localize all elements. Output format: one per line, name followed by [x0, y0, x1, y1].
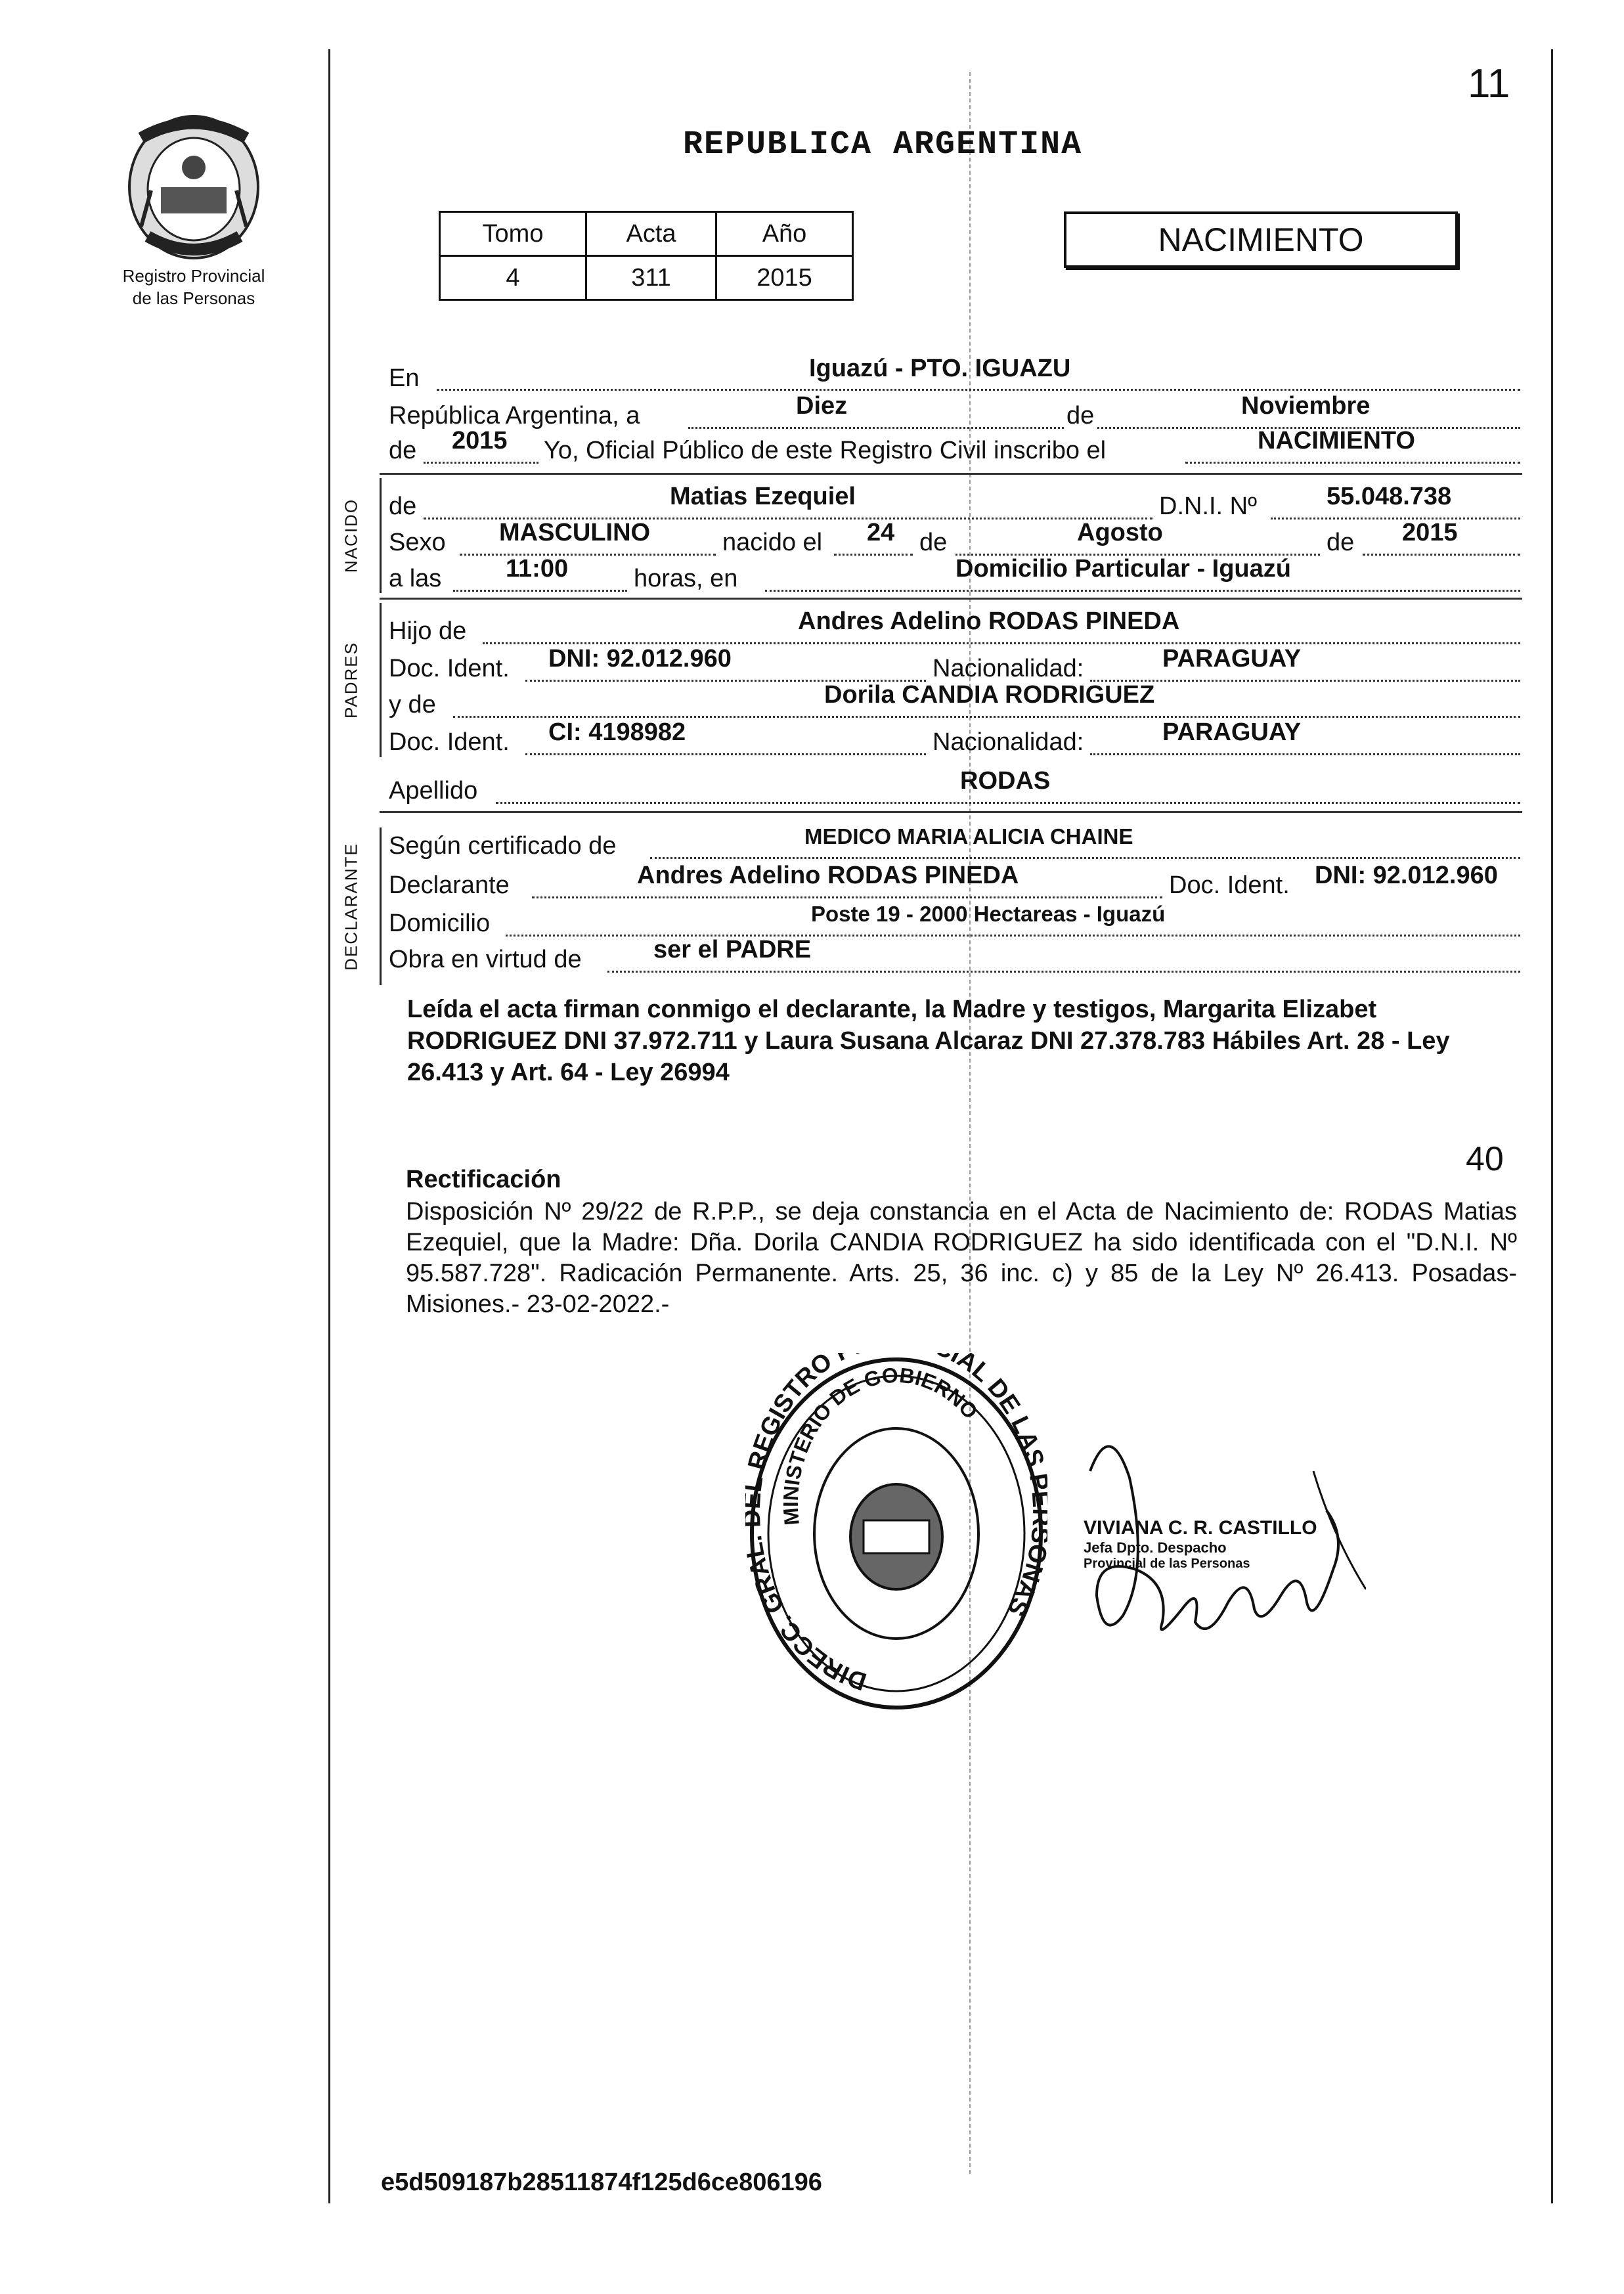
dotted-line [607, 971, 1520, 973]
dni-value: 55.048.738 [1327, 483, 1452, 510]
hijo-label: Hijo de [389, 617, 467, 645]
declarante-section-label: DECLARANTE [341, 843, 361, 971]
nacido-el-label: nacido el [722, 529, 823, 556]
declarante-doc-value: DNI: 92.012.960 [1315, 862, 1498, 889]
hora-value: 11:00 [506, 555, 569, 583]
declarante-value: Andres Adelino RODAS PINEDA [637, 862, 1019, 889]
record-type-box: NACIMIENTO [1064, 211, 1458, 268]
section-rule [380, 473, 1522, 475]
acta-reference-table [439, 211, 854, 301]
left-margin-rule [328, 49, 330, 2203]
alas-label: a las [389, 565, 442, 592]
certificado-label: Según certificado de [389, 832, 617, 860]
dotted-line [496, 802, 1520, 804]
madre-doc: CI: 4198982 [548, 718, 686, 746]
de2-label: de [389, 437, 417, 464]
dotted-line [834, 554, 913, 556]
mes-nacimiento: Agosto [1077, 519, 1163, 546]
right-margin-rule [1551, 49, 1553, 2203]
svg-text:DIRECC. GRAL. DEL REGISTRO PRO: DIRECC. GRA REGISTRO IAL DE LAS NAS [745, 1353, 1047, 1696]
madre-nombre: Dorila CANDIA RODRIGUEZ [824, 681, 1155, 709]
dotted-line [453, 716, 1520, 718]
doc-ident-label: Doc. Ident. [389, 655, 510, 682]
section-bar [380, 478, 382, 593]
section-bar [380, 827, 382, 985]
yde-label: y de [389, 691, 436, 718]
padre-nombre: Andres Adelino RODAS PINEDA [798, 607, 1180, 635]
country-title: REPUBLICA ARGENTINA [683, 126, 1083, 164]
de-label: de [919, 529, 948, 556]
tomo-header: Tomo [440, 212, 586, 256]
mes-value: Noviembre [1241, 392, 1371, 420]
rectificacion-text: Disposición Nº 29/22 de R.P.P., se deja constancia en el Acta de Nacimiento de: RODAS Matias Ezequiel, que la Madre: Dña. Dorila CANDIA RODRIGUEZ ha sido identificada con el "D.N.I. Nº 95.587.728". Radicación Permanente. Arts. 25, 36 inc. c) y 85 de la Ley Nº 26.413. Posadas-Misiones.- 23-02-2022.- [406, 1198, 1517, 1318]
rectificacion-number: 40 [1466, 1140, 1504, 1178]
en-label: En [389, 364, 420, 392]
svg-text:MINISTERIO DE GOBIERNO: MINISTERIO DE GOBIERNO [778, 1363, 983, 1526]
de-label: de [1064, 402, 1097, 430]
obra-value: ser el PADRE [653, 936, 812, 963]
section-bar [380, 603, 382, 757]
nacionalidad-label: Nacionalidad: [933, 728, 1084, 756]
inscribo-value: NACIMIENTO [1258, 427, 1415, 454]
dotted-line [483, 642, 1520, 644]
nombre-value: Matias Ezequiel [670, 483, 856, 510]
signature-name: VIVIANA C. R. CASTILLO [1084, 1517, 1317, 1539]
rectificacion-title: Rectificación [406, 1166, 561, 1193]
fold-mark [969, 72, 971, 2174]
sexo-value: MASCULINO [499, 519, 651, 546]
document-hash: e5d509187b28511874f125d6ce806196 [381, 2169, 822, 2196]
domicilio-value: Poste 19 - 2000 Hectareas - Iguazú [811, 902, 1166, 926]
dotted-line [525, 753, 926, 755]
apellido-value: RODAS [960, 767, 1051, 795]
madre-nacionalidad: PARAGUAY [1162, 718, 1302, 746]
anio-value: 2015 [452, 427, 508, 454]
apellido-label: Apellido [389, 777, 478, 805]
inscribo-text: Yo, Oficial Público de este Registro Civil inscribo el [544, 437, 1107, 464]
dotted-line [765, 590, 1520, 592]
dotted-line [1271, 518, 1520, 519]
dotted-line [650, 857, 1520, 859]
dia-value: Diez [796, 392, 848, 420]
acta-value: 311 [586, 256, 716, 300]
province-crest-logo [121, 112, 266, 263]
dotted-line [1363, 554, 1520, 556]
padre-doc: DNI: 92.012.960 [548, 645, 732, 673]
padres-section-label: PADRES [341, 642, 361, 718]
dotted-line [1090, 753, 1520, 755]
anio-value: 2015 [716, 256, 853, 300]
dotted-line [1090, 680, 1520, 682]
dotted-line [424, 462, 538, 464]
nacido-section-label: NACIDO [341, 498, 361, 573]
anio-header: Año [716, 212, 853, 256]
obra-label: Obra en virtud de [389, 946, 582, 973]
republica-label: República Argentina, a [389, 402, 640, 430]
lectura-paragraph: Leída el acta firman conmigo el declarante, la Madre y testigos, Margarita Elizabet RODRIGUEZ DNI 37.972.711 y Laura Susana Alcaraz DNI 27.378.783 Hábiles Art. 28 - Ley 26.413 y Art. 64 - Ley 26994 [407, 996, 1450, 1086]
en-value: Iguazú - PTO. IGUAZU [809, 355, 1071, 382]
page-number: 11 [1468, 61, 1510, 106]
dia-nacimiento: 24 [867, 519, 895, 546]
acta-header: Acta [586, 212, 716, 256]
nacido-de-label: de [389, 493, 417, 520]
dotted-line [532, 896, 1162, 898]
lugar-value: Domicilio Particular - Iguazú [955, 555, 1291, 583]
doc-ident-label: Doc. Ident. [389, 728, 510, 756]
section-rule [380, 598, 1522, 600]
dotted-line [437, 389, 1520, 391]
logo-caption-line2: de las Personas [132, 288, 255, 308]
certificado-value: MEDICO MARIA ALICIA CHAINE [804, 824, 1133, 849]
nacionalidad-label: Nacionalidad: [933, 655, 1084, 682]
signature-office: Provincial de las Personas [1084, 1556, 1250, 1571]
logo-caption-line1: Registro Provincial [122, 266, 265, 286]
logo-caption [99, 265, 289, 309]
horas-label: horas, en [634, 565, 738, 592]
dotted-line [460, 554, 716, 556]
domicilio-label: Domicilio [389, 910, 491, 937]
tomo-value: 4 [440, 256, 586, 300]
dni-label: D.N.I. Nº [1159, 493, 1257, 520]
declarante-doc-label: Doc. Ident. [1169, 871, 1290, 899]
padre-nacionalidad: PARAGUAY [1162, 645, 1302, 673]
sexo-label: Sexo [389, 529, 446, 556]
dotted-line [1185, 462, 1520, 464]
signature-stamp [1084, 1517, 1317, 1572]
anio-nacimiento: 2015 [1402, 519, 1458, 546]
section-rule [380, 811, 1522, 813]
dotted-line [453, 590, 627, 592]
de-label: de [1327, 529, 1355, 556]
declarante-label: Declarante [389, 871, 510, 899]
signature-position: Jefa Dpto. Despacho [1084, 1539, 1227, 1556]
official-seal-stamp [745, 1353, 1047, 1714]
